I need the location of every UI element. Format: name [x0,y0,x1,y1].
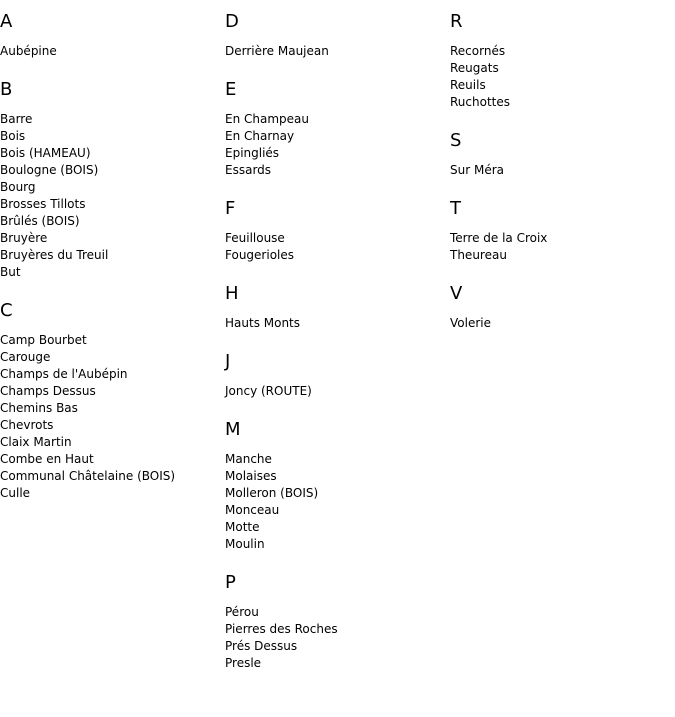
list-item [0,128,220,145]
list-item [0,400,220,417]
place-link[interactable]: Claix Martin [0,435,72,449]
list-item [0,434,220,451]
place-list [0,111,220,281]
letter-heading: P [225,572,236,593]
list-item [450,43,670,60]
list-item [225,485,445,502]
list-item [450,315,670,332]
place-list [450,230,670,264]
place-link[interactable]: Culle [0,486,31,500]
place-link[interactable]: En Charnay [225,129,295,143]
letter-heading: C [0,300,13,321]
place-link[interactable]: Reugats [450,61,499,75]
place-link[interactable]: Chevrots [0,418,54,432]
place-list [225,383,445,400]
place-list [450,43,670,111]
list-item [0,179,220,196]
place-link[interactable]: Bois (HAMEAU) [0,146,91,160]
place-link[interactable]: Champs Dessus [0,384,96,398]
place-list [0,332,220,502]
list-item [225,315,445,332]
place-link[interactable]: Feuillouse [225,231,285,245]
place-link[interactable]: Manche [225,452,272,466]
place-link[interactable]: Boulogne (BOIS) [0,163,99,177]
list-item [0,111,220,128]
list-item [0,230,220,247]
letter-group-h [225,283,445,332]
place-link[interactable]: Barre [0,112,33,126]
place-link[interactable]: Champs de l'Aubépin [0,367,128,381]
letter-group-c [0,300,220,502]
list-item [0,264,220,281]
list-item [225,247,445,264]
place-link[interactable]: En Champeau [225,112,309,126]
list-item [0,349,220,366]
place-link[interactable]: Aubépine [0,44,57,58]
list-item [225,519,445,536]
letter-group-d [225,11,445,60]
list-item [225,502,445,519]
list-item [0,162,220,179]
place-list [225,111,445,179]
place-link[interactable]: Combe en Haut [0,452,94,466]
letter-heading: H [225,283,239,304]
place-link[interactable]: Camp Bourbet [0,333,87,347]
letter-heading: D [225,11,239,32]
place-link[interactable]: Bois [0,129,26,143]
list-item [0,383,220,400]
list-item [0,145,220,162]
place-link[interactable]: Pérou [225,605,259,619]
place-link[interactable]: Pierres des Roches [225,622,338,636]
place-link[interactable]: Molleron (BOIS) [225,486,319,500]
place-link[interactable]: Prés Dessus [225,639,298,653]
index-column-3 [450,0,670,351]
list-item [450,60,670,77]
place-link[interactable]: Bruyères du Treuil [0,248,109,262]
list-item [0,43,220,60]
letter-heading: S [450,130,462,151]
place-link[interactable]: Communal Châtelaine (BOIS) [0,469,176,483]
list-item [225,655,445,672]
place-link[interactable]: Chemins Bas [0,401,78,415]
place-list [225,230,445,264]
letter-heading: B [0,79,13,100]
letter-group-j [225,351,445,400]
place-link[interactable]: Moulin [225,537,265,551]
index-column-1 [0,0,220,521]
list-item [225,230,445,247]
place-link[interactable]: Presle [225,656,262,670]
letter-group-t [450,198,670,264]
place-link[interactable]: Brûlés (BOIS) [0,214,80,228]
place-link[interactable]: Brosses Tillots [0,197,86,211]
place-link[interactable]: Theureau [450,248,507,262]
place-list [450,315,670,332]
list-item [225,604,445,621]
list-item [225,468,445,485]
place-list [225,315,445,332]
letter-group-s [450,130,670,179]
list-item [450,162,670,179]
list-item [225,621,445,638]
list-item [225,162,445,179]
place-link[interactable]: Motte [225,520,260,534]
letter-heading: A [0,11,13,32]
letter-heading: M [225,419,241,440]
list-item [0,196,220,213]
place-link[interactable]: But [0,265,21,279]
letter-group-p [225,572,445,672]
list-item [225,383,445,400]
place-link[interactable]: Bourg [0,180,36,194]
list-item [0,366,220,383]
letter-group-a [0,11,220,60]
list-item [225,128,445,145]
place-link[interactable]: Recornés [450,44,506,58]
letter-group-m [225,419,445,553]
list-item [0,468,220,485]
list-item [225,43,445,60]
letter-group-v [450,283,670,332]
list-item [450,230,670,247]
letter-heading: T [450,198,461,219]
list-item [225,111,445,128]
place-link[interactable]: Ruchottes [450,95,510,109]
place-list [225,604,445,672]
place-list [225,43,445,60]
letter-group-e [225,79,445,179]
list-item [225,536,445,553]
list-item [0,213,220,230]
list-item [450,247,670,264]
place-link[interactable]: Volerie [450,316,491,330]
place-list [225,451,445,553]
place-link[interactable]: Epingliés [225,146,280,160]
list-item [225,451,445,468]
letter-heading: F [225,198,236,219]
letter-heading: E [225,79,237,100]
list-item [0,417,220,434]
letter-heading: R [450,11,463,32]
place-link[interactable]: Monceau [225,503,280,517]
index-column-2 [225,0,445,691]
letter-group-b [0,79,220,281]
place-link[interactable]: Derrière Maujean [225,44,329,58]
list-item [450,94,670,111]
letter-group-r [450,11,670,111]
place-link[interactable]: Essards [225,163,272,177]
place-link[interactable]: Sur Méra [450,163,504,177]
place-link[interactable]: Fougerioles [225,248,294,262]
place-link[interactable]: Joncy (ROUTE) [225,384,312,398]
place-link[interactable]: Bruyère [0,231,48,245]
letter-heading: V [450,283,463,304]
place-link[interactable]: Hauts Monts [225,316,301,330]
place-link[interactable]: Carouge [0,350,51,364]
list-item [0,485,220,502]
place-link[interactable]: Molaises [225,469,277,483]
list-item [225,638,445,655]
list-item [225,145,445,162]
place-link[interactable]: Reuils [450,78,486,92]
list-item [0,332,220,349]
list-item [0,451,220,468]
place-list [0,43,220,60]
place-list [450,162,670,179]
letter-heading: J [225,351,231,372]
list-item [450,77,670,94]
list-item [0,247,220,264]
place-link[interactable]: Terre de la Croix [450,231,548,245]
letter-group-f [225,198,445,264]
